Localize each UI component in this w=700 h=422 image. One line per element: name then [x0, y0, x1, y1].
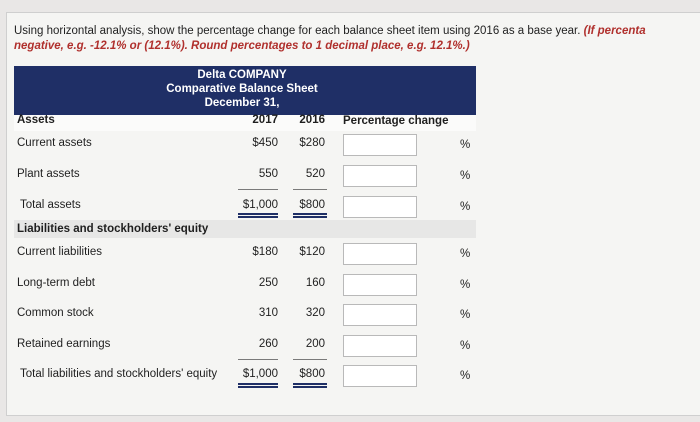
- value-2016: 520: [305, 168, 325, 180]
- value-2016: $120: [299, 246, 325, 258]
- pct-input-total-liabilities-equity[interactable]: [343, 365, 417, 387]
- instructions: [14, 24, 700, 54]
- company-name: Delta COMPANY: [197, 69, 287, 81]
- value-2016: $800: [299, 199, 325, 211]
- table-header: [14, 66, 476, 114]
- instructions-emphasis: (If percenta: [583, 25, 646, 37]
- value-2017: 310: [258, 307, 278, 319]
- percent-sign: %: [460, 370, 471, 382]
- row-label: Common stock: [17, 307, 94, 319]
- value-2017: 250: [258, 277, 278, 289]
- instructions-emphasis-2: negative, e.g. -12.1% or (12.1%). Round percentages to 1 decimal place, e.g. 12.1%.): [14, 40, 470, 52]
- pct-input-current-assets[interactable]: [343, 134, 417, 156]
- pct-input-total-assets[interactable]: [343, 196, 417, 218]
- instructions-text: Using horizontal analysis, show the percentage change for each balance sheet item using 2016 as a base year.: [14, 25, 584, 37]
- statement-name: Comparative Balance Sheet: [166, 83, 318, 95]
- value-2016: $280: [299, 137, 325, 149]
- percent-sign: %: [460, 139, 471, 151]
- value-2017: 550: [258, 168, 278, 180]
- underline: [238, 189, 278, 190]
- percentage-change-heading: Percentage change: [343, 115, 449, 127]
- underline: [293, 359, 327, 360]
- underline: [238, 359, 278, 360]
- row-label: Current assets: [17, 137, 92, 149]
- double-underline: [293, 213, 327, 218]
- pct-input-common-stock[interactable]: [343, 304, 417, 326]
- row-label: Total liabilities and stockholders' equity: [20, 368, 218, 380]
- value-2017: $1,000: [242, 199, 278, 211]
- double-underline: [293, 383, 327, 388]
- value-2016: $800: [299, 368, 325, 380]
- percent-sign: %: [460, 248, 471, 260]
- row-label: Retained earnings: [17, 338, 111, 350]
- value-2016: 320: [305, 307, 325, 319]
- statement-date: December 31,: [204, 97, 280, 109]
- percent-sign: %: [460, 170, 471, 182]
- value-2017: $1,000: [242, 368, 278, 380]
- row-label: Plant assets: [17, 168, 80, 180]
- row-label: Total assets: [20, 199, 81, 211]
- percent-sign: %: [460, 201, 471, 213]
- value-2017: 260: [258, 338, 278, 350]
- percent-sign: %: [460, 279, 471, 291]
- assets-heading: Assets: [17, 114, 55, 126]
- pct-input-long-term-debt[interactable]: [343, 274, 417, 296]
- pct-input-plant-assets[interactable]: [343, 165, 417, 187]
- row-label: Long-term debt: [17, 277, 95, 289]
- percent-sign: %: [460, 309, 471, 321]
- double-underline: [238, 383, 278, 388]
- value-2017: $450: [252, 137, 278, 149]
- year-2016-heading: 2016: [299, 114, 325, 126]
- pct-input-retained-earnings[interactable]: [343, 335, 417, 357]
- liabilities-equity-heading: Liabilities and stockholders' equity: [17, 223, 209, 235]
- value-2017: $180: [252, 246, 278, 258]
- percent-sign: %: [460, 340, 471, 352]
- year-2017-heading: 2017: [252, 114, 278, 126]
- underline: [293, 189, 327, 190]
- pct-input-current-liabilities[interactable]: [343, 243, 417, 265]
- row-label: Current liabilities: [17, 246, 103, 258]
- value-2016: 200: [305, 338, 325, 350]
- value-2016: 160: [305, 277, 325, 289]
- double-underline: [238, 213, 278, 218]
